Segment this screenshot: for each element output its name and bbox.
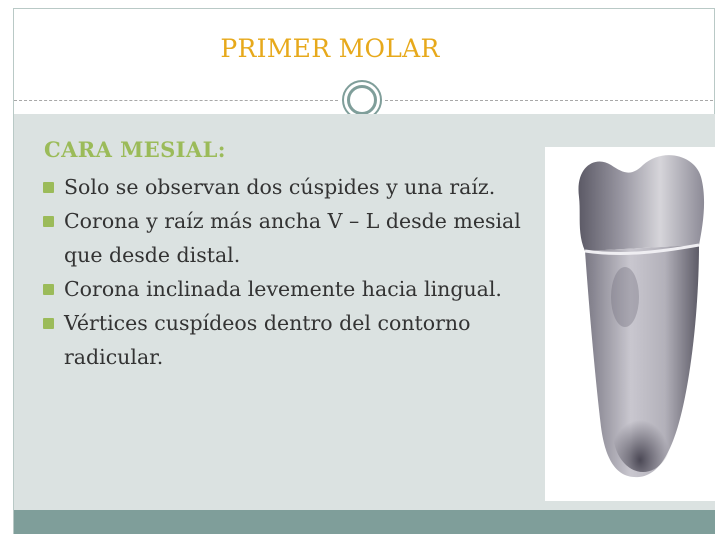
list-item: Corona inclinada levemente hacia lingual. — [42, 272, 542, 306]
bullet-square-icon — [43, 182, 54, 193]
section-heading: CARA MESIAL: — [44, 137, 226, 162]
bullet-square-icon — [43, 318, 54, 329]
bullet-square-icon — [43, 284, 54, 295]
divider-left — [14, 100, 338, 101]
divider-right — [385, 100, 713, 101]
list-item: Solo se observan dos cúspides y una raíz. — [42, 170, 542, 204]
tooth-photo — [545, 147, 728, 501]
list-item: Corona y raíz más ancha V – L desde mesial que desde distal. — [42, 204, 542, 272]
bottom-band — [14, 510, 715, 534]
bullet-list — [42, 170, 542, 374]
bullet-square-icon — [43, 216, 54, 227]
slide-title: PRIMER MOLAR — [220, 34, 440, 63]
content-area — [14, 114, 715, 510]
list-item: Vértices cuspídeos dentro del contorno radicular. — [42, 306, 542, 374]
